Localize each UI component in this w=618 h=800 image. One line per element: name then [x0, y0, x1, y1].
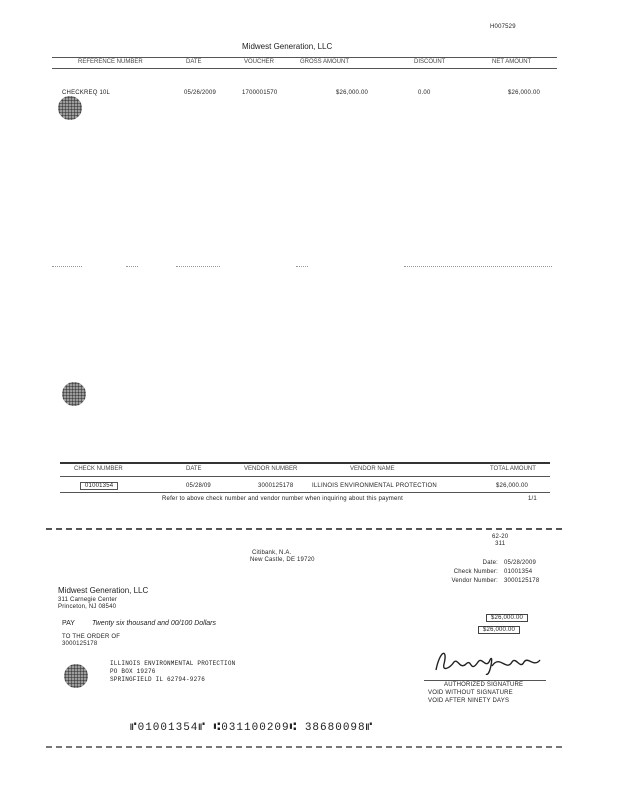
payee-line-3: SPRINGFIELD IL 62794-9276: [110, 676, 206, 683]
amount-box-2: $26,000.00: [478, 626, 520, 634]
bank-code: 62-20 311: [492, 534, 509, 547]
fold-mark-2: [126, 266, 138, 267]
stub-col-check: CHECK NUMBER: [74, 466, 123, 472]
micr-line: ⑈01001354⑈ ⑆031100209⑆ 38680098⑈: [130, 722, 374, 734]
payer-name: Midwest Generation, LLC: [58, 586, 149, 595]
row-reference: CHECKREQ 10L: [62, 90, 111, 96]
col-date: DATE: [186, 59, 202, 65]
fold-mark-5: [404, 266, 552, 267]
amount-box-1: $26,000.00: [486, 614, 528, 622]
date-value: 05/28/2009: [504, 560, 537, 566]
row-voucher: 1700001570: [242, 90, 278, 96]
stub-header-rule: [60, 476, 550, 477]
bank-routing-fraction: [492, 534, 508, 548]
fold-mark-3: [176, 266, 220, 267]
void-note-2: VOID AFTER NINETY DAYS: [428, 698, 510, 704]
fold-mark-4: [296, 266, 308, 267]
void-note-1: VOID WITHOUT SIGNATURE: [428, 690, 513, 696]
vendor-number-value: 3000125178: [504, 578, 540, 584]
stub-col-vendor-name: VENDOR NAME: [350, 466, 395, 472]
fold-mark-1: [52, 266, 82, 267]
punch-hole-top: [58, 96, 82, 120]
stub-top-rule: [60, 462, 550, 464]
bottom-perforation: [46, 746, 562, 748]
vendor-number-label: Vendor Number:: [451, 578, 498, 584]
stub-vendor-number: 3000125178: [258, 483, 294, 489]
stub-page: 1/1: [528, 496, 537, 502]
company-header: Midwest Generation, LLC: [242, 42, 333, 51]
col-net: NET AMOUNT: [492, 59, 532, 65]
stub-vendor-name: ILLINOIS ENVIRONMENTAL PROTECTION: [312, 483, 437, 489]
check-number-label: Check Number:: [453, 569, 498, 575]
bank-location: New Castle, DE 19720: [250, 557, 315, 563]
stub-col-date: DATE: [186, 466, 202, 472]
col-gross: GROSS AMOUNT: [300, 59, 350, 65]
check-number-value: 01001354: [504, 569, 533, 575]
pay-label: PAY: [62, 620, 75, 627]
stub-note: Refer to above check number and vendor number when inquiring about this payment: [162, 496, 403, 502]
col-discount: DISCOUNT: [414, 59, 446, 65]
payer-address-1: 311 Carnegie Center: [58, 597, 118, 603]
stub-total: $26,000.00: [496, 483, 529, 489]
punch-hole-bottom: [64, 664, 88, 688]
to-order-of-id: 3000125178: [62, 641, 98, 647]
row-gross: $26,000.00: [336, 90, 369, 96]
stub-col-vendor-number: VENDOR NUMBER: [244, 466, 298, 472]
payee-line-2: PO BOX 19276: [110, 668, 156, 675]
signature-rule: [424, 680, 546, 681]
stub-col-total: TOTAL AMOUNT: [490, 466, 536, 472]
to-order-of-label: TO THE ORDER OF: [62, 634, 121, 640]
stub-row-rule: [60, 492, 550, 493]
col-voucher: VOUCHER: [244, 59, 275, 65]
payee-line-1: ILLINOIS ENVIRONMENTAL PROTECTION: [110, 660, 236, 667]
authorized-signature-label: AUTHORIZED SIGNATURE: [444, 682, 524, 688]
stub-check-number: 01001354: [80, 482, 118, 490]
payer-address-2: Princeton, NJ 08540: [58, 604, 117, 610]
stub-date: 05/28/09: [186, 483, 211, 489]
signature-image: [430, 644, 546, 680]
punch-hole-middle: [62, 382, 86, 406]
date-label: Date:: [482, 560, 498, 566]
remittance-top-rule: [52, 57, 557, 58]
page-id: H007529: [490, 24, 516, 30]
row-discount: 0.00: [418, 90, 431, 96]
remittance-header-rule: [52, 68, 557, 69]
perforation-line: [46, 528, 562, 530]
bank-name: Citibank, N.A.: [252, 550, 292, 556]
row-net: $26,000.00: [508, 90, 541, 96]
pay-text: Twenty six thousand and 00/100 Dollars: [92, 620, 216, 627]
col-reference: REFERENCE NUMBER: [78, 59, 143, 65]
row-date: 05/26/2009: [184, 90, 217, 96]
